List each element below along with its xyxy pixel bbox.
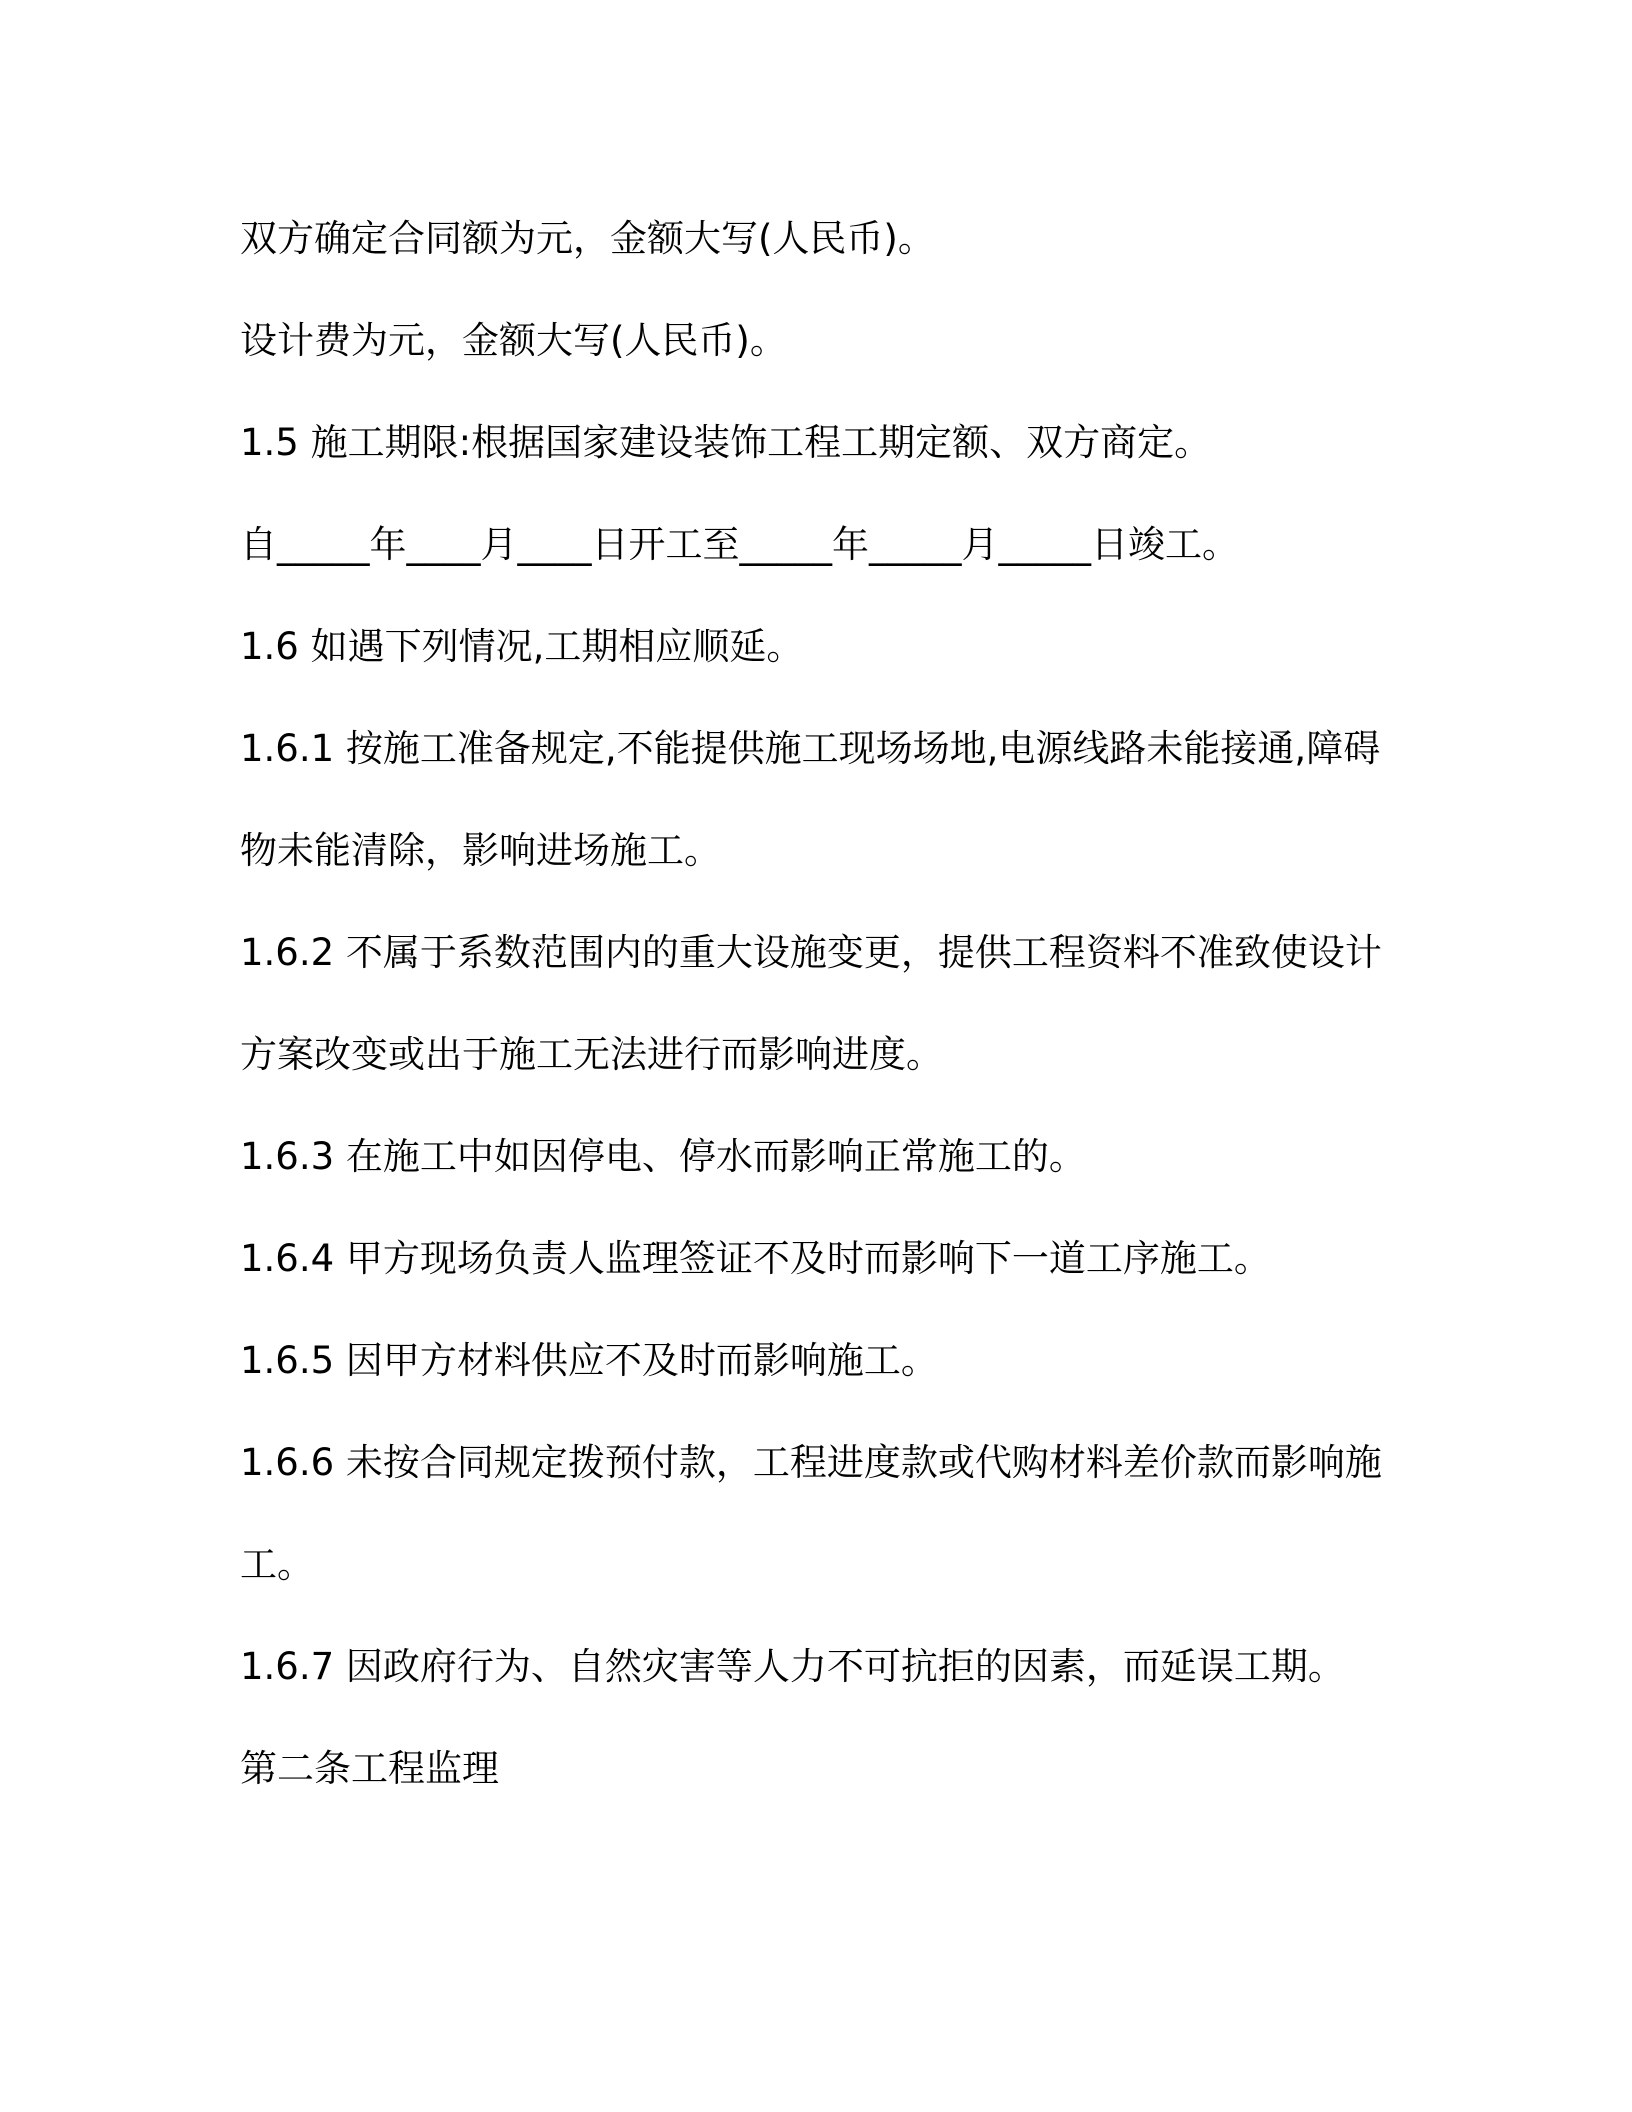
clause-1-6-6-cont: 工。 [240, 1543, 314, 1586]
clause-1-6-2: 1.6.2 不属于系数范围内的重大设施变更，提供工程资料不准致使设计 [240, 931, 1382, 974]
schedule-dates-line: 自_____年____月____日开工至_____年_____月_____日竣工。 [240, 523, 1239, 566]
clause-1-6-5: 1.6.5 因甲方材料供应不及时而影响施工。 [240, 1339, 938, 1382]
design-fee-line: 设计费为元，金额大写(人民币)。 [240, 319, 787, 362]
clause-1-5: 1.5 施工期限:根据国家建设装饰工程工期定额、双方商定。 [240, 421, 1212, 464]
contract-amount-line: 双方确定合同额为元，金额大写(人民币)。 [240, 217, 935, 260]
clause-1-6-7: 1.6.7 因政府行为、自然灾害等人力不可抗拒的因素，而延误工期。 [240, 1645, 1345, 1688]
clause-1-6-1: 1.6.1 按施工准备规定,不能提供施工现场场地,电源线路未能接通,障碍 [240, 727, 1381, 770]
clause-1-6-3: 1.6.3 在施工中如因停电、停水而影响正常施工的。 [240, 1135, 1086, 1178]
clause-1-6-2-cont: 方案改变或出于施工无法进行而影响进度。 [240, 1033, 943, 1076]
clause-1-6: 1.6 如遇下列情况,工期相应顺延。 [240, 625, 804, 668]
clause-1-6-4: 1.6.4 甲方现场负责人监理签证不及时而影响下一道工序施工。 [240, 1237, 1271, 1280]
document-body [240, 188, 1400, 1820]
clause-1-6-1-cont: 物未能清除，影响进场施工。 [240, 829, 721, 872]
article-2-heading: 第二条工程监理 [240, 1747, 499, 1790]
clause-1-6-6: 1.6.6 未按合同规定拨预付款，工程进度款或代购材料差价款而影响施 [240, 1441, 1382, 1484]
